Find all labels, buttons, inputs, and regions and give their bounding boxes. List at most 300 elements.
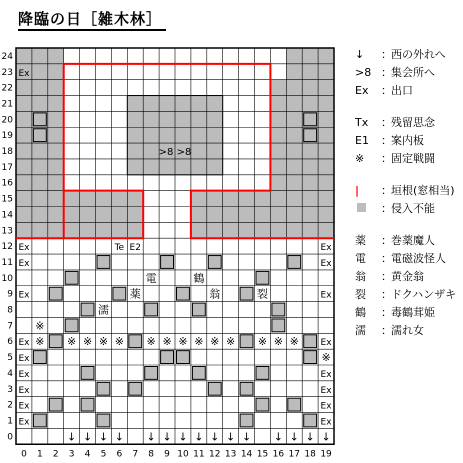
obstacle-block [97, 382, 110, 395]
floor-cell [159, 270, 175, 286]
floor-cell [175, 270, 191, 286]
floor-cell [270, 413, 286, 429]
floor-cell [191, 80, 207, 96]
blocked-cell [318, 127, 334, 143]
blocked-cell [64, 207, 80, 223]
meeting-hall-marker: >8 >8 [158, 147, 192, 159]
floor-cell [143, 48, 159, 64]
y-axis-label: 3 [7, 384, 13, 395]
map-marker: Ex [18, 243, 30, 254]
map-marker: E2 [129, 243, 141, 254]
floor-cell [239, 111, 255, 127]
map-marker: 翁 [209, 287, 221, 301]
floor-cell [48, 381, 64, 397]
floor-cell [64, 80, 80, 96]
blocked-cell [286, 159, 302, 175]
floor-cell [239, 254, 255, 270]
floor-cell [111, 127, 127, 143]
floor-cell [175, 175, 191, 191]
blocked-cell [48, 111, 64, 127]
floor-cell [223, 127, 239, 143]
blocked-cell [48, 143, 64, 159]
floor-cell [111, 96, 127, 112]
blocked-cell [318, 207, 334, 223]
floor-cell [207, 175, 223, 191]
map-marker: ↓ [226, 430, 236, 444]
x-axis-label: 14 [240, 449, 253, 460]
blocked-cell [270, 80, 286, 96]
blocked-cell [223, 222, 239, 238]
floor-cell [80, 413, 96, 429]
floor-cell [270, 365, 286, 381]
x-axis-label: 3 [68, 449, 75, 460]
blocked-cell [32, 96, 48, 112]
blocked-cell [239, 222, 255, 238]
floor-cell [223, 175, 239, 191]
legend-key: 裂 [355, 288, 366, 301]
legend-key [355, 202, 381, 215]
legend-colon: ： [381, 288, 392, 301]
map-marker: ※ [210, 335, 220, 349]
legend-value: 残留思念 [391, 116, 435, 129]
legend-colon: ： [381, 134, 392, 147]
floor-cell [223, 111, 239, 127]
map-marker: ※ [35, 335, 45, 349]
x-axis-label: 5 [100, 449, 107, 460]
y-axis-label: 9 [7, 289, 13, 300]
floor-cell [143, 317, 159, 333]
floor-cell [255, 127, 271, 143]
floor-cell [302, 365, 318, 381]
floor-cell [318, 270, 334, 286]
map-marker: Ex [18, 258, 30, 269]
blocked-cell [127, 207, 143, 223]
y-axis-label: 12 [1, 242, 13, 253]
blocked-cell [16, 191, 32, 207]
floor-cell [96, 159, 112, 175]
floor-cell [127, 317, 143, 333]
floor-cell [207, 238, 223, 254]
map-marker: Ex [320, 243, 332, 254]
blocked-cell [16, 207, 32, 223]
map-marker: ↓ [114, 430, 124, 444]
floor-cell [270, 270, 286, 286]
floor-cell [64, 365, 80, 381]
floor-cell [127, 80, 143, 96]
blocked-cell [32, 222, 48, 238]
blocked-cell [223, 207, 239, 223]
floor-cell [111, 349, 127, 365]
floor-cell [239, 302, 255, 318]
x-axis-label: 0 [21, 449, 27, 460]
obstacle-block [97, 414, 110, 427]
floor-cell [302, 317, 318, 333]
floor-cell [32, 428, 48, 444]
floor-cell [111, 254, 127, 270]
legend-value: 巻薬魔人 [391, 234, 435, 247]
obstacle-block [177, 351, 190, 364]
floor-cell [175, 317, 191, 333]
blocked-cell [302, 64, 318, 80]
floor-cell [255, 96, 271, 112]
blocked-cell [270, 191, 286, 207]
legend-colon: ： [381, 116, 392, 129]
floor-cell [255, 349, 271, 365]
map-marker: Ex [18, 385, 30, 396]
floor-cell [159, 317, 175, 333]
map-marker: ※ [98, 335, 109, 349]
floor-cell [223, 302, 239, 318]
y-axis-label: 11 [1, 257, 13, 268]
floor-cell [239, 270, 255, 286]
floor-cell [286, 238, 302, 254]
obstacle-block [33, 129, 46, 142]
legend-colon: ： [381, 48, 392, 61]
x-axis-label: 1 [36, 449, 43, 460]
blocked-cell [32, 159, 48, 175]
floor-cell [111, 317, 127, 333]
map-marker: Ex [18, 369, 30, 380]
map-marker: ※ [178, 335, 188, 349]
y-axis-label: 23 [1, 67, 13, 78]
floor-cell [239, 80, 255, 96]
legend-colon: ： [381, 84, 392, 97]
floor-cell [318, 302, 334, 318]
floor-cell [64, 397, 80, 413]
legend-item [355, 324, 424, 337]
floor-cell [255, 302, 271, 318]
map-marker: ※ [67, 335, 77, 349]
y-axis-label: 16 [1, 178, 13, 189]
obstacle-block [129, 335, 142, 348]
obstacle-block [256, 367, 269, 380]
floor-cell [127, 254, 143, 270]
blocked-cell [16, 159, 32, 175]
obstacle-block [145, 303, 158, 316]
floor-cell [302, 238, 318, 254]
floor-cell [143, 413, 159, 429]
floor-cell [127, 175, 143, 191]
map-marker: ↓ [67, 430, 77, 444]
floor-cell [143, 397, 159, 413]
floor-cell [143, 64, 159, 80]
legend-key: 薬 [355, 234, 366, 247]
floor-cell [96, 127, 112, 143]
floor-cell [255, 428, 271, 444]
obstacle-block [256, 271, 269, 284]
obstacle-block [240, 414, 253, 427]
legend-value: 垣根(窓相当) [391, 184, 455, 197]
floor-cell [32, 286, 48, 302]
floor-cell [159, 238, 175, 254]
floor-cell [159, 222, 175, 238]
floor-cell [127, 413, 143, 429]
blocked-cell [32, 80, 48, 96]
floor-cell [286, 270, 302, 286]
floor-cell [223, 397, 239, 413]
obstacle-block [208, 256, 221, 269]
obstacle-block [129, 382, 142, 395]
blocked-cell [239, 207, 255, 223]
blocked-cell [48, 159, 64, 175]
floor-cell [175, 48, 191, 64]
floor-cell [64, 111, 80, 127]
floor-cell [191, 64, 207, 80]
floor-cell [159, 80, 175, 96]
floor-cell [207, 397, 223, 413]
floor-cell [207, 365, 223, 381]
floor-cell [270, 64, 286, 80]
blocked-cell [318, 159, 334, 175]
floor-cell [159, 191, 175, 207]
floor-cell [302, 397, 318, 413]
obstacle-block [208, 382, 221, 395]
y-axis-label: 4 [7, 368, 13, 379]
floor-cell [96, 111, 112, 127]
map-marker: ↓ [241, 430, 252, 444]
blocked-cell [16, 48, 32, 64]
floor-cell [64, 64, 80, 80]
floor-cell [16, 317, 32, 333]
floor-cell [223, 238, 239, 254]
obstacle-block [33, 351, 46, 364]
floor-cell [207, 48, 223, 64]
floor-cell [223, 381, 239, 397]
map-marker: ↓ [210, 430, 220, 444]
floor-cell [64, 413, 80, 429]
floor-cell [159, 302, 175, 318]
floor-cell [80, 64, 96, 80]
blocked-cell [127, 191, 143, 207]
floor-cell [175, 365, 191, 381]
floor-cell [191, 286, 207, 302]
map-marker: ※ [194, 335, 204, 349]
floor-cell [207, 413, 223, 429]
floor-cell [80, 270, 96, 286]
x-axis-label: 18 [304, 449, 316, 460]
legend-item [355, 116, 435, 129]
floor-cell [111, 111, 127, 127]
y-axis-label: 21 [1, 99, 13, 110]
blocked-cell [32, 191, 48, 207]
legend-value: 出口 [391, 84, 413, 97]
floor-cell [302, 286, 318, 302]
legend-item [355, 306, 435, 319]
legend-value: 集会所へ [391, 66, 435, 79]
floor-cell [239, 159, 255, 175]
obstacle-block [145, 367, 158, 380]
floor-cell [111, 143, 127, 159]
floor-cell [175, 381, 191, 397]
legend-colon: ： [381, 184, 392, 197]
map-marker: Ex [18, 338, 30, 349]
floor-cell [302, 254, 318, 270]
floor-cell [64, 349, 80, 365]
floor-cell [111, 381, 127, 397]
blocked-cell [286, 96, 302, 112]
floor-cell [286, 413, 302, 429]
blocked-cell [191, 222, 207, 238]
floor-cell [143, 191, 159, 207]
floor-cell [64, 127, 80, 143]
blocked-cell [318, 80, 334, 96]
floor-cell [80, 111, 96, 127]
floor-cell [64, 175, 80, 191]
blocked-cell [48, 222, 64, 238]
legend-item [355, 66, 435, 79]
y-axis-label: 13 [1, 226, 13, 237]
legend-key: | [355, 184, 360, 197]
floor-cell [143, 175, 159, 191]
blocked-cell [16, 175, 32, 191]
blocked-cell [318, 175, 334, 191]
floor-cell [80, 238, 96, 254]
map-marker: Te [114, 243, 125, 254]
blocked-cell [302, 48, 318, 64]
y-axis-label: 18 [1, 147, 13, 158]
floor-cell [223, 143, 239, 159]
floor-cell [48, 238, 64, 254]
floor-cell [191, 317, 207, 333]
blocked-cell [302, 175, 318, 191]
floor-cell [175, 80, 191, 96]
blocked-cell [239, 191, 255, 207]
blocked-cell [32, 64, 48, 80]
blocked-cell [270, 127, 286, 143]
y-axis-label: 19 [1, 131, 13, 142]
floor-cell [80, 127, 96, 143]
floor-cell [175, 64, 191, 80]
obstacle-block [272, 303, 285, 316]
legend-colon: ： [381, 234, 392, 247]
blocked-cell [270, 111, 286, 127]
blocked-cell [96, 222, 112, 238]
obstacle-block [304, 335, 317, 348]
floor-cell [127, 365, 143, 381]
floor-cell [255, 159, 271, 175]
blocked-cell [286, 64, 302, 80]
floor-cell [96, 317, 112, 333]
floor-cell [270, 381, 286, 397]
floor-cell [302, 302, 318, 318]
floor-cell [255, 381, 271, 397]
floor-cell [223, 254, 239, 270]
floor-cell [159, 397, 175, 413]
obstacle-block [240, 287, 253, 300]
blocked-cell [16, 96, 32, 112]
x-axis-label: 4 [84, 449, 91, 460]
floor-cell [80, 254, 96, 270]
y-axis-label: 0 [7, 432, 13, 443]
blocked-cell [270, 143, 286, 159]
y-axis-label: 1 [7, 416, 13, 427]
floor-cell [175, 302, 191, 318]
floor-cell [127, 428, 143, 444]
floor-cell [302, 381, 318, 397]
obstacle-block [177, 287, 190, 300]
floor-cell [270, 48, 286, 64]
blocked-cell [286, 191, 302, 207]
y-axis-label: 6 [7, 337, 13, 348]
floor-cell [111, 397, 127, 413]
floor-cell [96, 96, 112, 112]
blocked-cell [270, 207, 286, 223]
floor-cell [143, 238, 159, 254]
y-axis-label: 7 [7, 321, 13, 332]
blocked-cell [191, 191, 207, 207]
obstacle-block [304, 113, 317, 126]
legend-item [355, 270, 424, 283]
floor-cell [223, 349, 239, 365]
map-marker: ↓ [178, 430, 188, 444]
map-marker: Ex [18, 354, 30, 365]
blocked-cell [16, 127, 32, 143]
floor-cell [127, 397, 143, 413]
floor-cell [175, 191, 191, 207]
floor-cell [143, 286, 159, 302]
x-axis-label: 2 [52, 449, 59, 460]
floor-cell [239, 64, 255, 80]
blocked-cell [48, 127, 64, 143]
map-marker: ↓ [289, 430, 299, 444]
floor-cell [159, 207, 175, 223]
floor-cell [32, 254, 48, 270]
map-marker: ※ [146, 335, 156, 349]
floor-cell [191, 397, 207, 413]
floor-cell [64, 381, 80, 397]
floor-cell [191, 349, 207, 365]
map-marker: ※ [289, 335, 299, 349]
floor-cell [302, 270, 318, 286]
floor-cell [111, 48, 127, 64]
map-marker: ※ [35, 319, 45, 333]
floor-cell [239, 317, 255, 333]
y-axis-label: 22 [1, 83, 13, 94]
obstacle-block [33, 113, 46, 126]
legend-value: 濡れ女 [391, 324, 424, 337]
obstacle-block [288, 398, 301, 411]
floor-cell [239, 48, 255, 64]
map-marker: ↓ [273, 430, 283, 444]
floor-cell [207, 317, 223, 333]
map-marker: ※ [226, 335, 236, 349]
floor-cell [255, 64, 271, 80]
floor-cell [207, 80, 223, 96]
obstacle-block [304, 414, 317, 427]
blocked-cell [302, 143, 318, 159]
y-axis-label: 10 [1, 273, 13, 284]
x-axis-label: 9 [164, 449, 170, 460]
floor-cell [96, 397, 112, 413]
floor-cell [159, 365, 175, 381]
floor-cell [239, 127, 255, 143]
blocked-cell [64, 222, 80, 238]
legend-colon: ： [381, 202, 392, 215]
y-axis-label: 5 [7, 353, 13, 364]
blocked-cell [318, 111, 334, 127]
floor-cell [111, 64, 127, 80]
obstacle-block [161, 351, 174, 364]
blocked-cell [302, 207, 318, 223]
floor-cell [64, 254, 80, 270]
floor-cell [286, 286, 302, 302]
floor-cell [191, 254, 207, 270]
legend-colon: ： [381, 324, 392, 337]
obstacle-block [81, 367, 94, 380]
floor-cell [223, 286, 239, 302]
floor-cell [143, 349, 159, 365]
obstacle-block [65, 319, 78, 332]
